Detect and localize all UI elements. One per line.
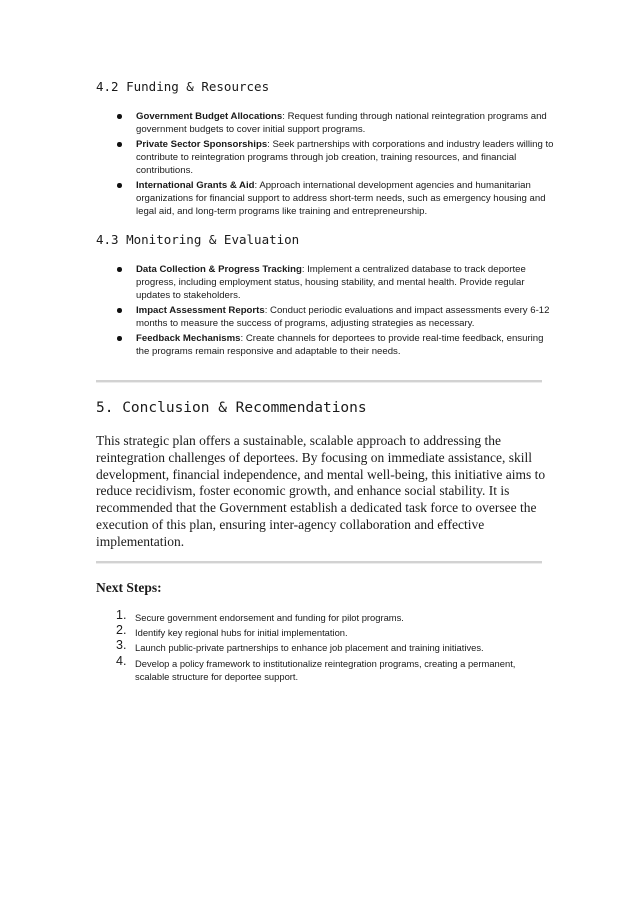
list-item: International Grants & Aid: Approach international development agencies and humanitarian organizations for financial support to address short-term needs, such as emergency housing and legal aid, and long-term programs like training and entrepreneurship.	[116, 179, 556, 218]
list-item: 2. Identify key regional hubs for initial implementation.	[116, 623, 348, 639]
funding-list	[116, 110, 556, 220]
bullet-icon	[117, 336, 122, 341]
next-steps-title: Next Steps:	[96, 580, 162, 595]
list-item: 3. Launch public-private partnerships to enhance job placement and training initiatives.	[116, 638, 484, 654]
bullet-icon	[117, 142, 122, 147]
section-heading-conclusion: 5. Conclusion & Recommendations	[96, 400, 367, 416]
horizontal-divider	[96, 561, 542, 564]
horizontal-divider	[96, 380, 542, 383]
list-item: Private Sector Sponsorships: Seek partnerships with corporations and industry leaders willing to contribute to reintegration programs through job creation, training resources, and financial contributions.	[116, 138, 556, 177]
list-item: Impact Assessment Reports: Conduct periodic evaluations and impact assessments every 6-12 months to measure the success of programs, adjusting strategies as necessary.	[116, 304, 556, 330]
list-item: 4. Develop a policy framework to institutionalize reintegration programs, creating a permanent, scalable structure for deportee support.	[116, 653, 516, 682]
conclusion-paragraph: This strategic plan offers a sustainable, scalable approach to addressing the reintegration challenges of deportees. By focusing on immediate assistance, skill development, financial independence, and mental well-being, this initiative aims to reduce recidivism, foster economic growth, and enhance social stability. It is recommended that the Government establish a dedicated task force to oversee the execution of this plan, ensuring inter-agency collaboration and effective implementation.	[96, 433, 546, 549]
list-item: Government Budget Allocations: Request funding through national reintegration programs and government budgets to cover initial support programs.	[116, 110, 556, 136]
bullet-icon	[117, 267, 122, 272]
list-item: Feedback Mechanisms: Create channels for deportees to provide real-time feedback, ensuring the programs remain responsive and adaptable to their needs.	[116, 332, 556, 358]
section-heading-monitoring: 4.3 Monitoring & Evaluation	[96, 232, 300, 247]
list-item: Data Collection & Progress Tracking: Implement a centralized database to track deportee progress, including employment status, housing stability, and mental health. Provide regular updates to stakeholders.	[116, 263, 556, 302]
section-heading-funding: 4.2 Funding & Resources	[96, 79, 270, 94]
bullet-icon	[117, 183, 122, 188]
next-steps-list	[116, 608, 546, 685]
list-item: 1. Secure government endorsement and funding for pilot programs.	[116, 608, 404, 623]
monitoring-list	[116, 263, 556, 360]
bullet-icon	[117, 308, 122, 313]
bullet-icon	[117, 114, 122, 119]
